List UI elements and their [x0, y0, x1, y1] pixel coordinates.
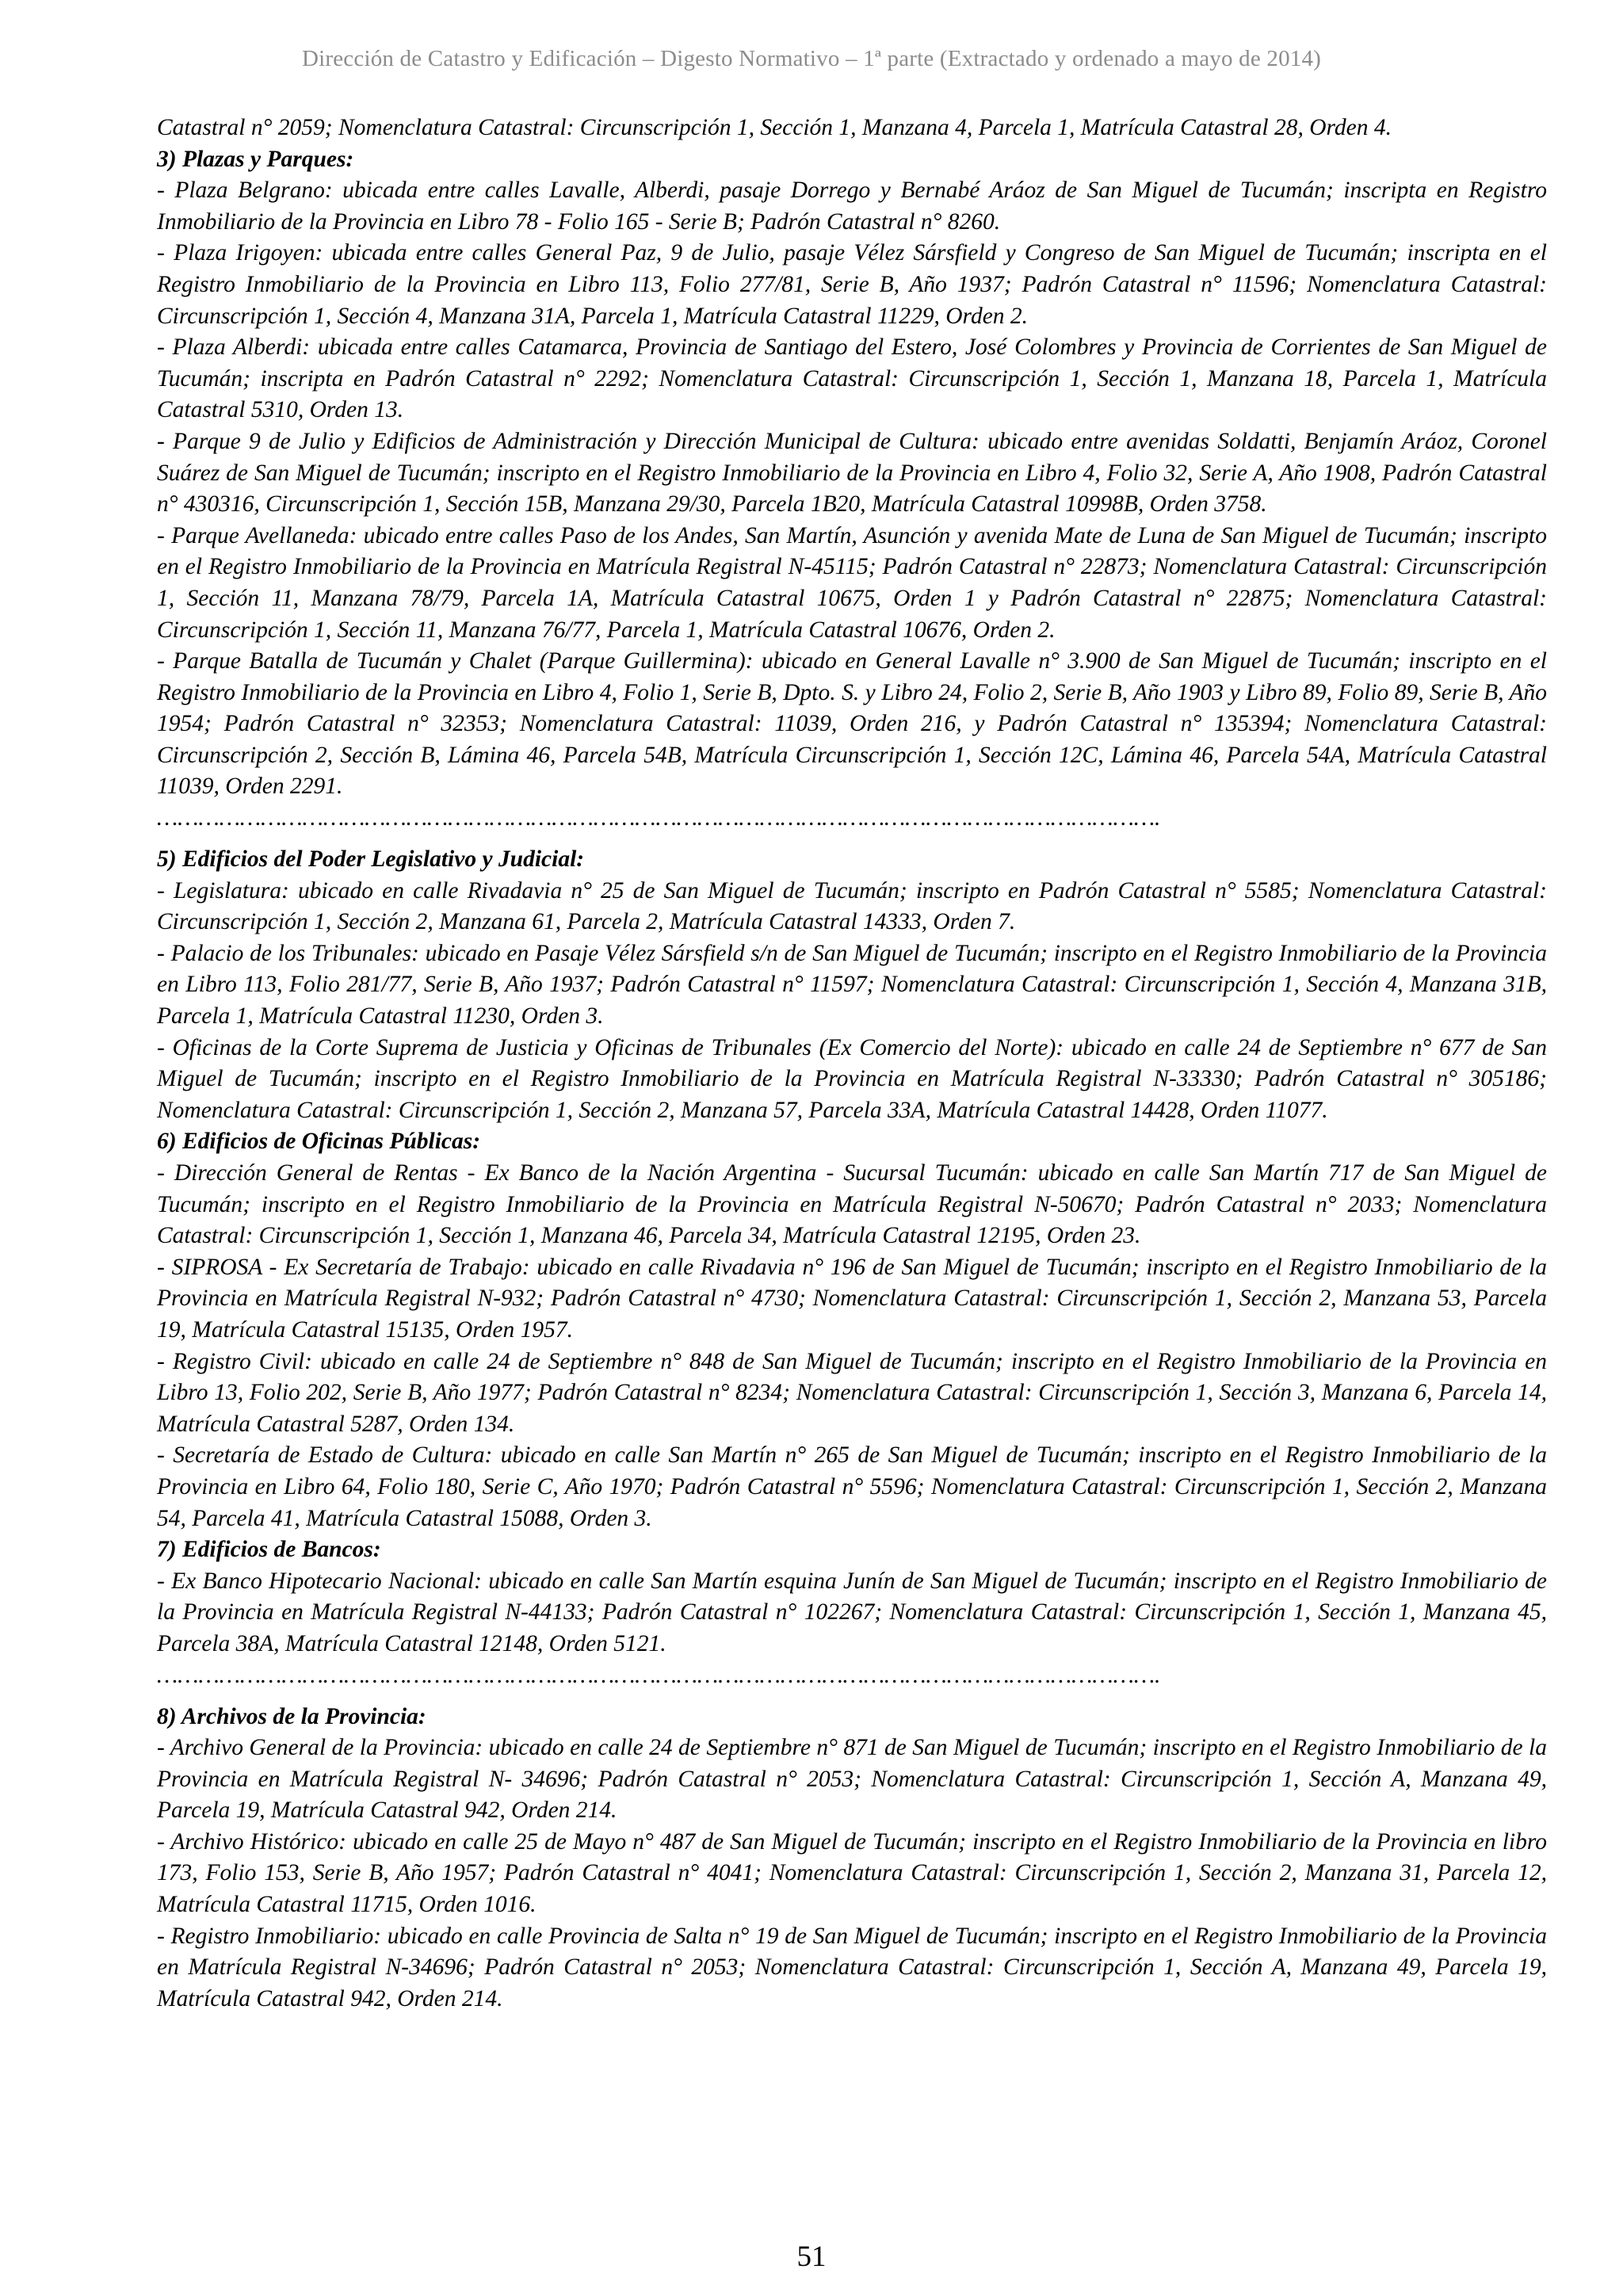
- list-item: - Parque Avellaneda: ubicado entre calles Paso de los Andes, San Martín, Asunción y avenida Mate de Luna de San Miguel de Tucumán; inscripto en el Registro Inmobiliario de la Provincia en Matrícula Registral N-45115; Padrón Catastral n° 22873; Nomenclatura Catastral: Circunscripción 1, Sección 11, Manzana 78/79, Parcela 1A, Matrícula Catastral 10675, Orden 1 y Padrón Catastral n° 22875; Nomenclatura Catastral: Circunscripción 1, Sección 11, Manzana 76/77, Parcela 1, Matrícula Catastral 10676, Orden 2.: [157, 522, 1547, 643]
- list-item: - Legislatura: ubicado en calle Rivadavia n° 25 de San Miguel de Tucumán; inscripto en Padrón Catastral n° 5585; Nomenclatura Catastral: Circunscripción 1, Sección 2, Manzana 61, Parcela 2, Matrícula Catastral 14333, Orden 7.: [157, 877, 1547, 935]
- list-item: - Plaza Alberdi: ubicada entre calles Catamarca, Provincia de Santiago del Estero, José Colombres y Provincia de Corrientes de San Miguel de Tucumán; inscripta en Padrón Catastral n° 2292; Nomenclatura Catastral: Circunscripción 1, Sección 1, Manzana 18, Parcela 1, Matrícula Catastral 5310, Orden 13.: [157, 334, 1547, 423]
- list-item: - Archivo General de la Provincia: ubicado en calle 24 de Septiembre n° 871 de San Miguel de Tucumán; inscripto en el Registro Inmobiliario de la Provincia en Matrícula Registral N- 34696; Padrón Catastral n° 2053; Nomenclatura Catastral: Circunscripción 1, Sección A, Manzana 49, Parcela 19, Matrícula Catastral 942, Orden 214.: [157, 1735, 1547, 1824]
- list-item: - Plaza Belgrano: ubicada entre calles Lavalle, Alberdi, pasaje Dorrego y Bernabé Aráoz de San Miguel de Tucumán; inscripta en Registro Inmobiliario de la Provincia en Libro 78 - Folio 165 - Serie B; Padrón Catastral n° 8260.: [157, 178, 1547, 235]
- list-item: - Registro Civil: ubicado en calle 24 de Septiembre n° 848 de San Miguel de Tucumán; inscripto en el Registro Inmobiliario de la Provincia en Libro 13, Folio 202, Serie B, Año 1977; Padrón Catastral n° 8234; Nomenclatura Catastral: Circunscripción 1, Sección 3, Manzana 6, Parcela 14, Matrícula Catastral 5287, Orden 134.: [157, 1348, 1547, 1437]
- list-item: - Parque 9 de Julio y Edificios de Administración y Dirección Municipal de Cultura: ubicado entre avenidas Soldatti, Benjamín Aráoz, Coronel Suárez de San Miguel de Tucumán; inscripto en el Registro Inmobiliario de la Provincia en Libro 4, Folio 32, Serie A, Año 1908, Padrón Catastral n° 430316, Circunscripción 1, Sección 15B, Manzana 29/30, Parcela 1B20, Matrícula Catastral 10998B, Orden 3758.: [157, 428, 1547, 518]
- list-item: - Parque Batalla de Tucumán y Chalet (Parque Guillermina): ubicado en General Lavalle n° 3.900 de San Miguel de Tucumán; inscripto en el Registro Inmobiliario de la Provincia en Libro 4, Folio 1, Serie B, Dpto. S. y Libro 24, Folio 2, Serie B, Año 1903 y Libro 89, Folio 89, Serie B, Año 1954; Padrón Catastral n° 32353; Nomenclatura Catastral: 11039, Orden 216, y Padrón Catastral n° 135394; Nomenclatura Catastral: Circunscripción 2, Sección B, Lámina 46, Parcela 54B, Matrícula Circunscripción 1, Sección 12C, Lámina 46, Parcela 54A, Matrícula Catastral 11039, Orden 2291.: [157, 648, 1547, 800]
- list-item: - SIPROSA - Ex Secretaría de Trabajo: ubicado en calle Rivadavia n° 196 de San Miguel de Tucumán; inscripto en el Registro Inmobiliario de la Provincia en Matrícula Registral N-932; Padrón Catastral n° 4730; Nomenclatura Catastral: Circunscripción 1, Sección 2, Manzana 53, Parcela 19, Matrícula Catastral 15135, Orden 1957.: [157, 1254, 1547, 1343]
- list-item: - Ex Banco Hipotecario Nacional: ubicado en calle San Martín esquina Junín de San Miguel de Tucumán; inscripto en el Registro Inmobiliario de la Provincia en Matrícula Registral N-44133; Padrón Catastral n° 102267; Nomenclatura Catastral: Circunscripción 1, Sección 1, Manzana 45, Parcela 38A, Matrícula Catastral 12148, Orden 5121.: [157, 1568, 1547, 1656]
- ellipsis-separator: ……………………………………………………………………………………………………………………………….: [157, 805, 1161, 831]
- list-item: - Oficinas de la Corte Suprema de Justicia y Oficinas de Tribunales (Ex Comercio del Norte): ubicado en calle 24 de Septiembre n° 677 de San Miguel de Tucumán; inscripto en el Registro Inmobiliario de la Provincia en Matrícula Registral N-33330; Padrón Catastral n° 305186; Nomenclatura Catastral: Circunscripción 1, Sección 2, Manzana 57, Parcela 33A, Matrícula Catastral 14428, Orden 11077.: [157, 1034, 1547, 1123]
- document-body: [157, 113, 1547, 2015]
- intro-paragraph: Catastral n° 2059; Nomenclatura Catastral: Circunscripción 1, Sección 1, Manzana 4, Parcela 1, Matrícula Catastral 28, Orden 4.: [157, 115, 1392, 140]
- section-heading-archivos: 8) Archivos de la Provincia:: [157, 1703, 426, 1729]
- page-number: 51: [796, 2241, 827, 2273]
- list-item: - Palacio de los Tribunales: ubicado en Pasaje Vélez Sársfield s/n de San Miguel de Tucumán; inscripto en el Registro Inmobiliario de la Provincia en Libro 113, Folio 281/77, Serie B, Año 1937; Padrón Catastral n° 11597; Nomenclatura Catastral: Circunscripción 1, Sección 4, Manzana 31B, Parcela 1, Matrícula Catastral 11230, Orden 3.: [157, 940, 1547, 1030]
- section-heading-oficinas: 6) Edificios de Oficinas Públicas:: [157, 1129, 481, 1155]
- list-item: - Archivo Histórico: ubicado en calle 25 de Mayo n° 487 de San Miguel de Tucumán; inscripto en el Registro Inmobiliario de la Provincia en libro 173, Folio 153, Serie B, Año 1957; Padrón Catastral n° 4041; Nomenclatura Catastral: Circunscripción 1, Sección 2, Manzana 31, Parcela 12, Matrícula Catastral 11715, Orden 1016.: [157, 1828, 1547, 1918]
- list-item: - Registro Inmobiliario: ubicado en calle Provincia de Salta n° 19 de San Miguel de Tucumán; inscripto en el Registro Inmobiliario de la Provincia en Matrícula Registral N-34696; Padrón Catastral n° 2053; Nomenclatura Catastral: Circunscripción 1, Sección A, Manzana 49, Parcela 19, Matrícula Catastral 942, Orden 214.: [157, 1923, 1547, 2011]
- ellipsis-separator: ……………………………………………………………………………………………………………………………….: [157, 1662, 1161, 1688]
- section-heading-legislativo: 5) Edificios del Poder Legislativo y Judicial:: [157, 846, 585, 873]
- section-heading-plazas: 3) Plazas y Parques:: [157, 146, 354, 172]
- list-item: - Plaza Irigoyen: ubicada entre calles General Paz, 9 de Julio, pasaje Vélez Sársfield y Congreso de San Miguel de Tucumán; inscripta en el Registro Inmobiliario de la Provincia en Libro 113, Folio 277/81, Serie B, Año 1937; Padrón Catastral n° 11596; Nomenclatura Catastral: Circunscripción 1, Sección 4, Manzana 31A, Parcela 1, Matrícula Catastral 11229, Orden 2.: [157, 240, 1547, 329]
- list-item: - Dirección General de Rentas - Ex Banco de la Nación Argentina - Sucursal Tucumán: ubicado en calle San Martín 717 de San Miguel de Tucumán; inscripto en el Registro Inmobiliario de la Provincia en Matrícula Registral N-50670; Padrón Catastral n° 2033; Nomenclatura Catastral: Circunscripción 1, Sección 1, Manzana 46, Parcela 34, Matrícula Catastral 12195, Orden 23.: [157, 1160, 1547, 1249]
- page-header: Dirección de Catastro y Edificación – Digesto Normativo – 1ª parte (Extractado y ordenado a mayo de 2014): [301, 46, 1322, 71]
- section-heading-bancos: 7) Edificios de Bancos:: [157, 1537, 381, 1563]
- list-item: - Secretaría de Estado de Cultura: ubicado en calle San Martín n° 265 de San Miguel de Tucumán; inscripto en el Registro Inmobiliario de la Provincia en Libro 64, Folio 180, Serie C, Año 1970; Padrón Catastral n° 5596; Nomenclatura Catastral: Circunscripción 1, Sección 2, Manzana 54, Parcela 41, Matrícula Catastral 15088, Orden 3.: [157, 1442, 1547, 1531]
